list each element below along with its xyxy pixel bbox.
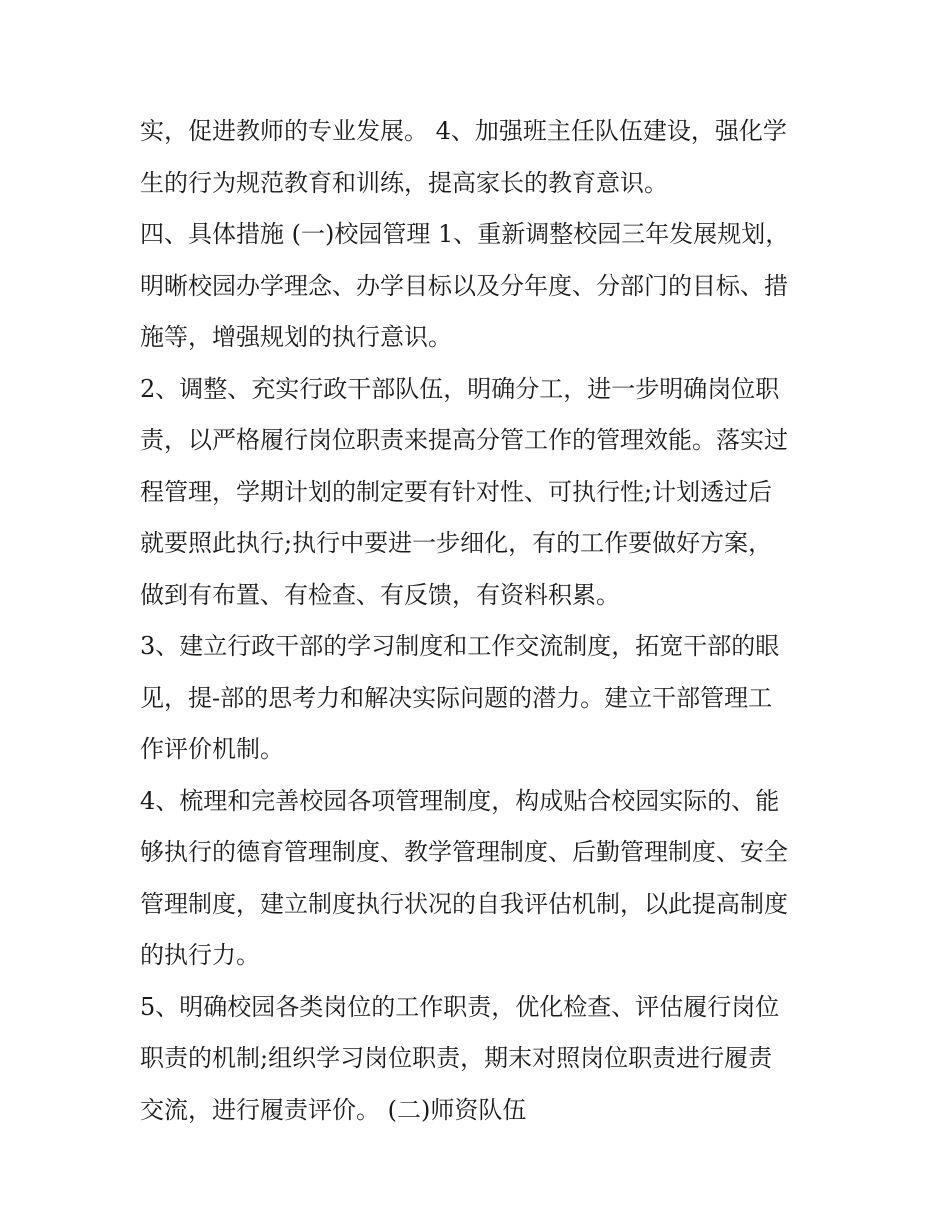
text-line: 管理制度，建立制度执行状况的自我评估机制，以此提高制度: [140, 889, 788, 918]
body-text: [140, 106, 815, 1136]
text-line: 生的行为规范教育和训练，提高家长的教育意识。: [140, 168, 668, 197]
text-line: 明晰校园办学理念、办学目标以及分年度、分部门的目标、措: [140, 271, 788, 300]
text-line: 见，提-部的思考力和解决实际问题的潜力。建立干部管理工: [140, 683, 773, 712]
text-line: 责，以严格履行岗位职责来提高分管工作的管理效能。落实过: [140, 426, 788, 454]
text-line: 实，促进教师的专业发展。 4、加强班主任队伍建设，强化学: [140, 117, 787, 145]
text-line: 交流，进行履责评价。 (二)师资队伍: [140, 1095, 527, 1124]
text-line: 四、具体措施 (一)校园管理 1、重新调整校园三年发展规划，: [140, 220, 790, 248]
text-line: 4、梳理和完善校园各项管理制度，构成贴合校园实际的、能: [140, 786, 780, 815]
text-line: 的执行力。: [140, 941, 260, 969]
text-line: 职责的机制;组织学习岗位职责，期末对照岗位职责进行履责: [140, 1044, 773, 1072]
text-line: 就要照此执行;执行中要进一步细化，有的工作要做好方案，: [140, 529, 773, 557]
text-line: 3、建立行政干部的学习制度和工作交流制度，拓宽干部的眼: [140, 632, 780, 660]
text-line: 够执行的德育管理制度、教学管理制度、后勤管理制度、安全: [140, 838, 788, 866]
text-line: 2、调整、充实行政干部队伍，明确分工，进一步明确岗位职: [140, 374, 780, 403]
text-line: 施等，增强规划的执行意识。: [140, 323, 452, 351]
text-line: 做到有布置、有检查、有反馈，有资料积累。: [140, 580, 620, 609]
text-line: 程管理，学期计划的制定要有针对性、可执行性;计划透过后: [140, 477, 773, 506]
text-line: 5、明确校园各类岗位的工作职责，优化检查、评估履行岗位: [140, 992, 780, 1021]
text-line: 作评价机制。: [140, 735, 284, 763]
